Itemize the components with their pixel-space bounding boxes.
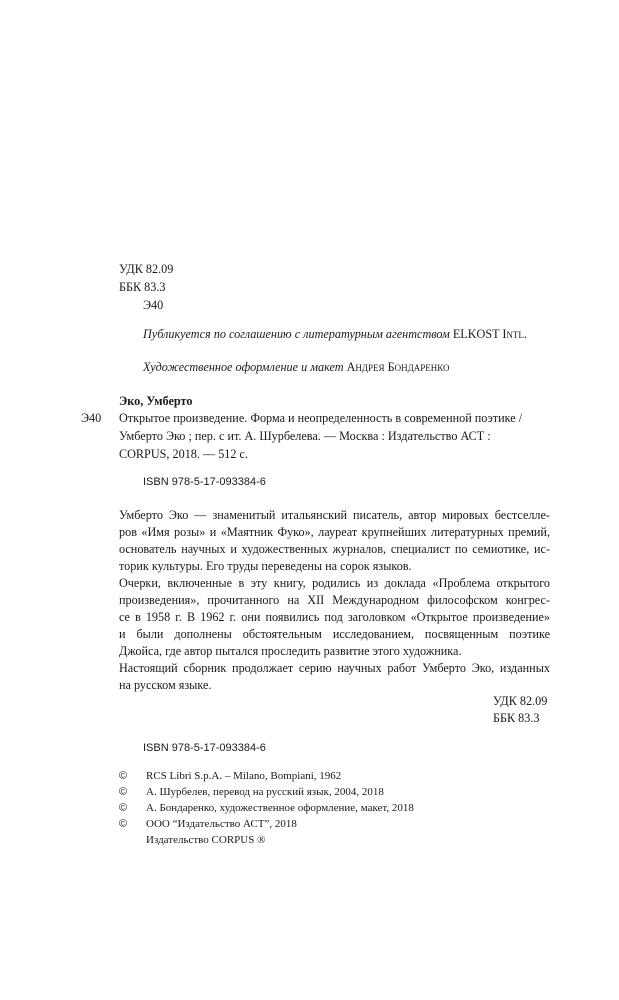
- annotation-line-6: произведения», прочитанного на XII Международном философском конгрес-: [119, 593, 550, 607]
- bib-line-1: Открытое произведение. Форма и неопределенность в современной поэтике /: [119, 411, 523, 425]
- publication-note: [143, 327, 527, 342]
- udk-code: УДК 82.09: [119, 262, 174, 276]
- publication-note-prefix: Публикуется по соглашению с литературным агентством: [143, 327, 450, 341]
- author-sign: Э40: [143, 298, 164, 312]
- copyright-symbol: ©: [119, 770, 128, 782]
- bbk-code: ББК 83.3: [119, 280, 166, 294]
- bib-sign: Э40: [81, 411, 102, 425]
- annotation-line-1: Умберто Эко — знаменитый итальянский писатель, автор мировых бестселле-: [119, 508, 550, 522]
- annotation-line-2: ров «Имя розы» и «Маятник Фуко», лауреат крупнейших литературных премий,: [119, 525, 550, 539]
- copyright-line-1: RCS Libri S.p.A. – Milano, Bompiani, 1962: [146, 770, 342, 782]
- imprint-line: Издательство CORPUS ®: [146, 834, 266, 846]
- isbn-footer: ISBN 978-5-17-093384-6: [143, 742, 266, 754]
- design-note-prefix: Художественное оформление и макет: [143, 360, 344, 374]
- annotation-line-5: Очерки, включенные в эту книгу, родились из доклада «Проблема открытого: [119, 576, 550, 590]
- annotation-line-9: Джойса, где автор пытался проследить развитие этого художника.: [119, 644, 462, 658]
- copyright-line-2: А. Шурбелев, перевод на русский язык, 2004, 2018: [146, 786, 384, 798]
- annotation-line-3: основатель научных и художественных журналов, специалист по семиотике, ис-: [119, 542, 550, 556]
- copyright-line-4: ООО “Издательство АСТ”, 2018: [146, 818, 297, 830]
- bib-isbn: ISBN 978-5-17-093384-6: [143, 476, 266, 488]
- bib-line-3: CORPUS, 2018. — 512 с.: [119, 447, 248, 461]
- right-bbk-code: ББК 83.3: [493, 711, 540, 725]
- design-note: [143, 360, 450, 375]
- annotation-line-8: и были дополнены обстоятельным исследованием, посвященным поэтике: [119, 627, 550, 641]
- annotation-line-11: на русском языке.: [119, 678, 212, 692]
- right-udk-code: УДК 82.09: [493, 694, 548, 708]
- copyright-symbol: ©: [119, 786, 128, 798]
- bib-author: Эко, Умберто: [119, 394, 193, 408]
- annotation-line-4: торик культуры. Его труды переведены на сорок языков.: [119, 559, 412, 573]
- designer-name: Андрея Бондаренко: [346, 360, 450, 374]
- copyright-line-3: А. Бондаренко, художественное оформление, макет, 2018: [146, 802, 414, 814]
- bib-line-2: Умберто Эко ; пер. с ит. А. Шурбелева. — Москва : Издательство АСТ :: [119, 429, 491, 443]
- agency-name: ELKOST Intl.: [452, 327, 527, 341]
- annotation-line-7: се в 1958 г. В 1962 г. они появились под заголовком «Открытое произведение»: [119, 610, 550, 624]
- copyright-symbol: ©: [119, 818, 128, 830]
- copyright-symbol: ©: [119, 802, 128, 814]
- annotation-line-10: Настоящий сборник продолжает серию научных работ Умберто Эко, изданных: [119, 661, 550, 675]
